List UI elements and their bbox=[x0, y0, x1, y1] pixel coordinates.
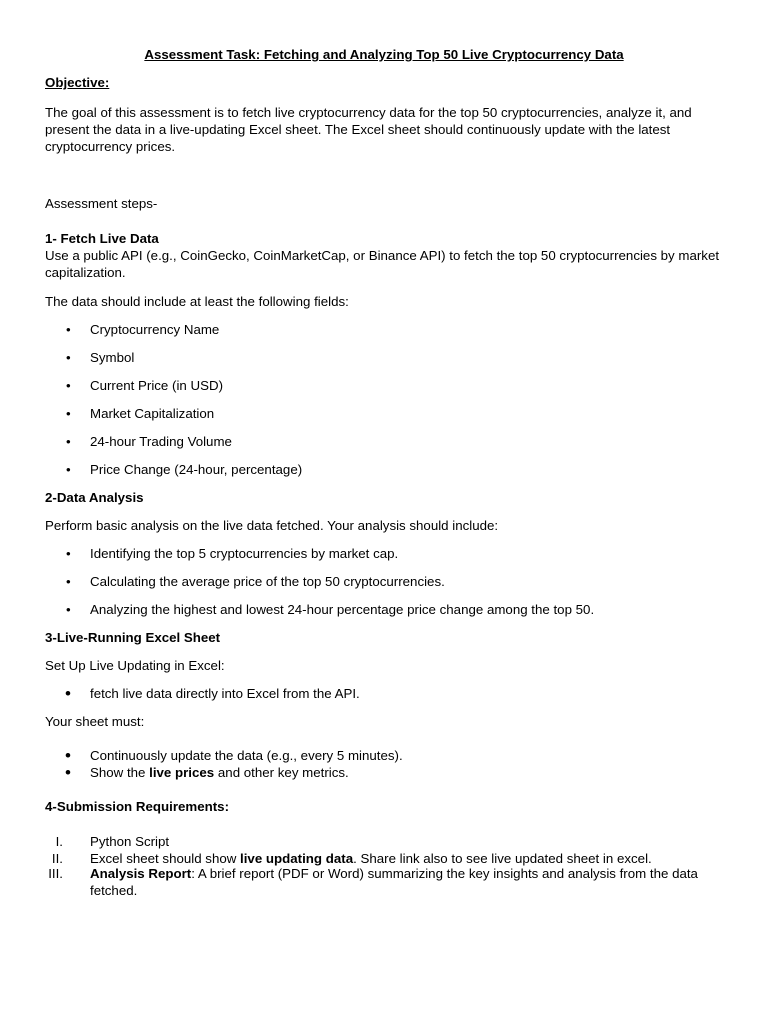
list-item: • Current Price (in USD) bbox=[90, 377, 223, 394]
list-item bbox=[48, 865, 708, 899]
section1-heading: 1- Fetch Live Data bbox=[45, 231, 159, 246]
list-item bbox=[55, 833, 708, 850]
objective-heading: Objective: bbox=[45, 75, 110, 90]
item-post: : A brief report (PDF or Word) summarizing the key insights and analysis from the data fetched. bbox=[90, 866, 698, 898]
section1-text: Use a public API (e.g., CoinGecko, CoinMarketCap, or Binance API) to fetch the top 50 cryptocurrencies by market capitalization. bbox=[45, 248, 720, 280]
fields-intro: The data should include at least the following fields: bbox=[45, 294, 349, 309]
section2-heading: 2-Data Analysis bbox=[45, 490, 144, 505]
item-bold: Analysis Report bbox=[90, 866, 192, 881]
item-bold: live updating data bbox=[240, 851, 354, 866]
list-item: • Analyzing the highest and lowest 24-hour percentage price change among the top 50. bbox=[90, 601, 594, 618]
objective-text: The goal of this assessment is to fetch live cryptocurrency data for the top 50 cryptocurrencies, analyze it, and present the data in a live-updating Excel sheet. The Excel sheet should continuously update with the latest cryptocurrency prices. bbox=[45, 105, 692, 154]
must-item2-post: and other key metrics. bbox=[214, 765, 349, 780]
item-pre: Excel sheet should show bbox=[90, 851, 241, 866]
list-item: • Continuously update the data (e.g., every 5 minutes). bbox=[90, 747, 403, 764]
list-item: • Calculating the average price of the top 50 cryptocurrencies. bbox=[90, 573, 445, 590]
list-item: • fetch live data directly into Excel from the API. bbox=[90, 685, 360, 702]
section2-intro: Perform basic analysis on the live data fetched. Your analysis should include: bbox=[45, 518, 499, 533]
list-item bbox=[90, 764, 349, 781]
steps-intro: Assessment steps- bbox=[45, 196, 158, 211]
list-number: I. bbox=[55, 834, 63, 849]
list-item: • 24-hour Trading Volume bbox=[90, 433, 232, 450]
must-item2-bold: live prices bbox=[149, 765, 215, 780]
list-item: • Market Capitalization bbox=[90, 405, 214, 422]
list-item: • Price Change (24-hour, percentage) bbox=[90, 461, 302, 478]
section4-heading-colon: : bbox=[224, 799, 229, 814]
document-title: Assessment Task: Fetching and Analyzing Top 50 Live Cryptocurrency Data bbox=[144, 47, 624, 62]
item-pre: Python Script bbox=[90, 834, 170, 849]
must-item2-pre: Show the bbox=[90, 765, 150, 780]
section3-heading: 3-Live-Running Excel Sheet bbox=[45, 630, 221, 645]
list-item: • Cryptocurrency Name bbox=[90, 321, 219, 338]
item-post: . Share link also to see live updated sheet in excel. bbox=[353, 851, 652, 866]
list-item: • Symbol bbox=[90, 349, 134, 366]
must-intro: Your sheet must: bbox=[45, 714, 145, 729]
list-number: III. bbox=[48, 866, 63, 881]
section4-heading-text: 4-Submission Requirements bbox=[45, 799, 225, 814]
list-number: II. bbox=[51, 851, 63, 866]
section4-heading bbox=[45, 798, 728, 815]
setup-intro: Set Up Live Updating in Excel: bbox=[45, 658, 225, 673]
list-item: • Identifying the top 5 cryptocurrencies by market cap. bbox=[90, 545, 398, 562]
